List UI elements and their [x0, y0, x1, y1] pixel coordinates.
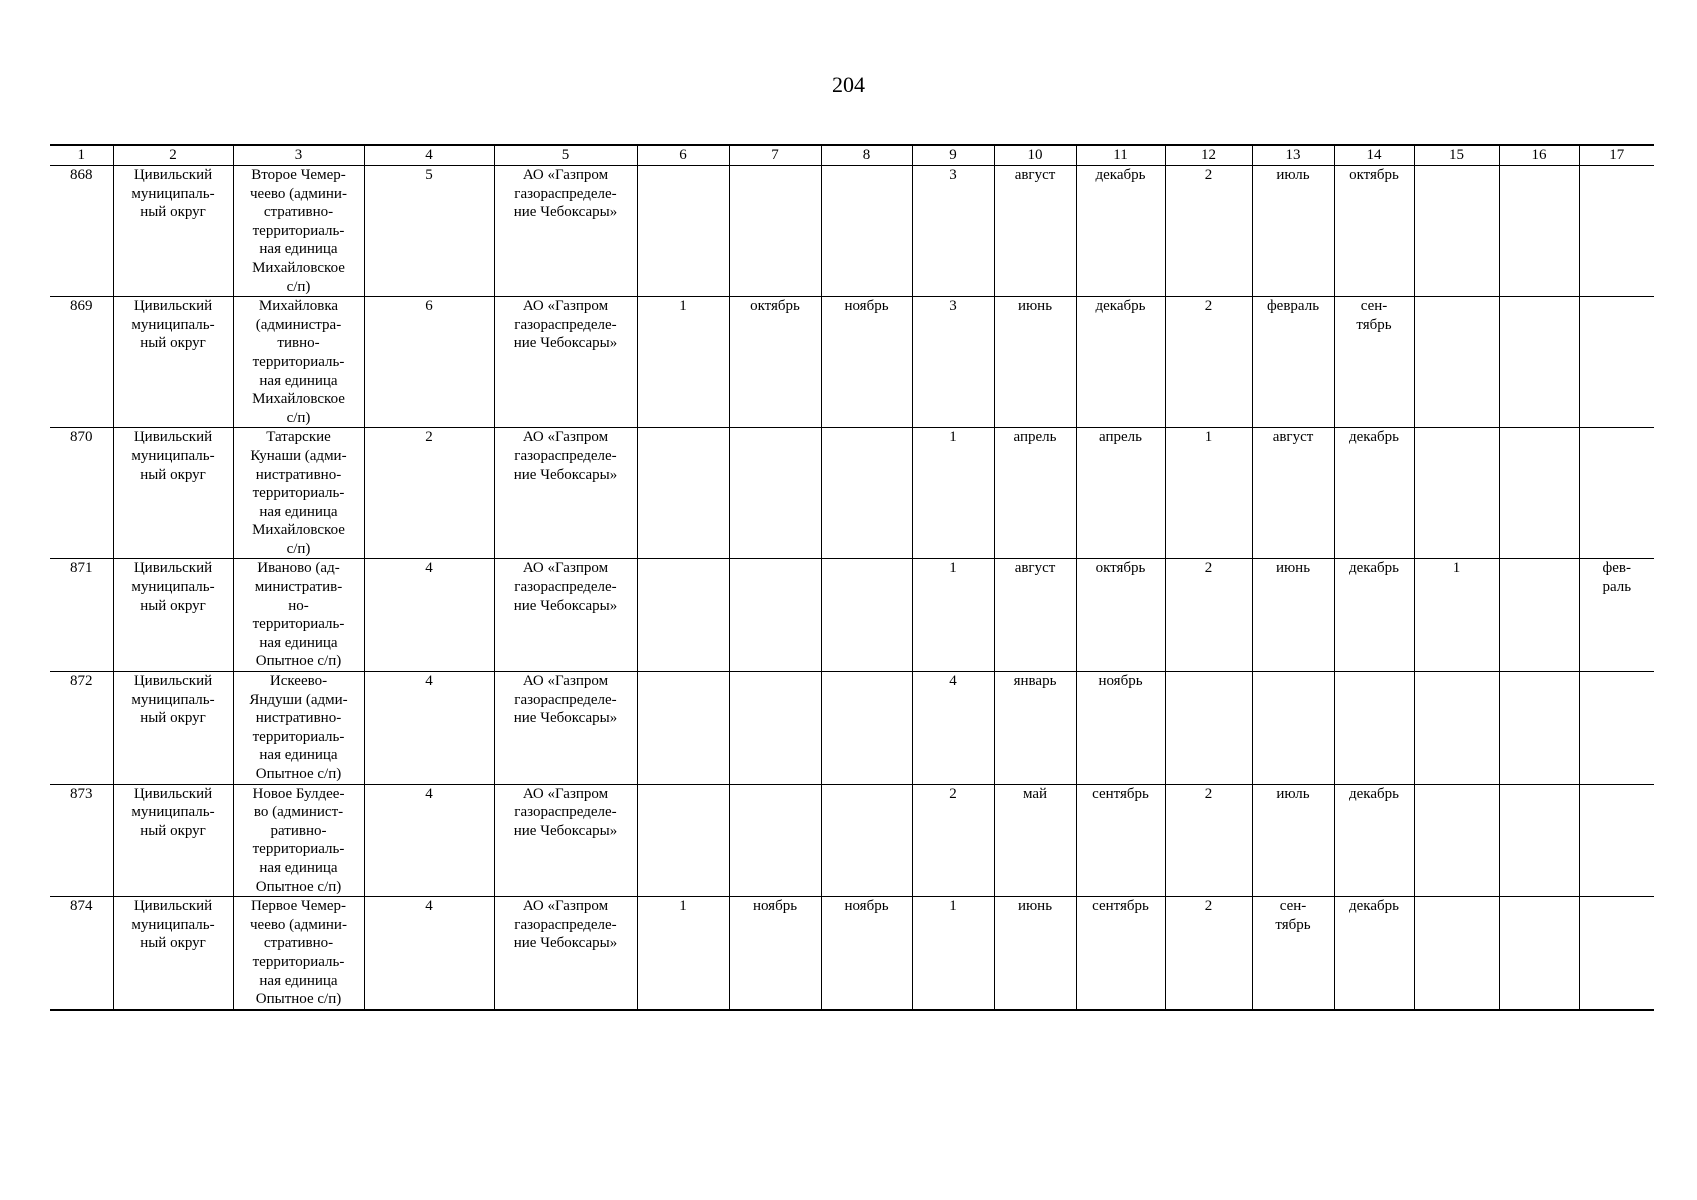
- cell-col-8: [821, 428, 912, 559]
- table-row: [50, 428, 1654, 559]
- cell-col-9: 1: [912, 559, 994, 672]
- cell-col-4: 4: [364, 559, 494, 672]
- cell-col-4: 4: [364, 672, 494, 785]
- cell-col-17: [1579, 672, 1654, 785]
- cell-col-5: АО «Газпром газораспределе- ние Чебоксары»: [494, 166, 637, 297]
- cell-col-3: Первое Чемер- чеево (админи- стративно- территориаль- ная единица Опытное с/п): [233, 897, 364, 1010]
- cell-col-7: [729, 559, 821, 672]
- column-header-17: 17: [1579, 145, 1654, 166]
- cell-col-14: декабрь: [1334, 897, 1414, 1010]
- cell-col-6: 1: [637, 297, 729, 428]
- cell-col-13: июнь: [1252, 559, 1334, 672]
- column-header-8: 8: [821, 145, 912, 166]
- cell-col-9: 2: [912, 784, 994, 897]
- cell-col-9: 1: [912, 897, 994, 1010]
- table-header: [50, 145, 1654, 166]
- cell-col-16: [1499, 297, 1579, 428]
- cell-col-14: декабрь: [1334, 784, 1414, 897]
- cell-col-1: 872: [50, 672, 113, 785]
- cell-col-11: декабрь: [1076, 166, 1165, 297]
- cell-col-2: Цивильский муниципаль- ный округ: [113, 672, 233, 785]
- cell-col-2: Цивильский муниципаль- ный округ: [113, 166, 233, 297]
- cell-col-6: [637, 166, 729, 297]
- cell-col-10: май: [994, 784, 1076, 897]
- cell-col-12: 1: [1165, 428, 1252, 559]
- cell-col-14: сен- тябрь: [1334, 297, 1414, 428]
- cell-col-16: [1499, 166, 1579, 297]
- cell-col-4: 2: [364, 428, 494, 559]
- table-row: [50, 559, 1654, 672]
- cell-col-3: Новое Булдее- во (админист- ративно- территориаль- ная единица Опытное с/п): [233, 784, 364, 897]
- data-table: [50, 144, 1654, 1011]
- cell-col-2: Цивильский муниципаль- ный округ: [113, 784, 233, 897]
- column-header-13: 13: [1252, 145, 1334, 166]
- cell-col-11: декабрь: [1076, 297, 1165, 428]
- cell-col-17: [1579, 897, 1654, 1010]
- cell-col-16: [1499, 784, 1579, 897]
- cell-col-11: сентябрь: [1076, 897, 1165, 1010]
- cell-col-5: АО «Газпром газораспределе- ние Чебоксары»: [494, 428, 637, 559]
- table-row: [50, 297, 1654, 428]
- cell-col-6: [637, 672, 729, 785]
- cell-col-13: сен- тябрь: [1252, 897, 1334, 1010]
- cell-col-8: [821, 559, 912, 672]
- cell-col-4: 4: [364, 897, 494, 1010]
- table-row: [50, 897, 1654, 1010]
- cell-col-15: [1414, 428, 1499, 559]
- cell-col-9: 3: [912, 166, 994, 297]
- cell-col-4: 5: [364, 166, 494, 297]
- column-header-4: 4: [364, 145, 494, 166]
- cell-col-17: [1579, 784, 1654, 897]
- cell-col-14: декабрь: [1334, 559, 1414, 672]
- cell-col-12: 2: [1165, 166, 1252, 297]
- cell-col-17: фев- раль: [1579, 559, 1654, 672]
- cell-col-12: 2: [1165, 784, 1252, 897]
- column-header-10: 10: [994, 145, 1076, 166]
- cell-col-2: Цивильский муниципаль- ный округ: [113, 297, 233, 428]
- cell-col-3: Иваново (ад- министратив- но- территориаль- ная единица Опытное с/п): [233, 559, 364, 672]
- cell-col-12: 2: [1165, 559, 1252, 672]
- table-row: [50, 166, 1654, 297]
- column-header-1: 1: [50, 145, 113, 166]
- table-row: [50, 672, 1654, 785]
- cell-col-16: [1499, 897, 1579, 1010]
- cell-col-7: ноябрь: [729, 897, 821, 1010]
- table-body: [50, 166, 1654, 1010]
- cell-col-9: 4: [912, 672, 994, 785]
- cell-col-1: 868: [50, 166, 113, 297]
- cell-col-5: АО «Газпром газораспределе- ние Чебоксары»: [494, 297, 637, 428]
- cell-col-13: июль: [1252, 166, 1334, 297]
- cell-col-7: [729, 672, 821, 785]
- cell-col-12: 2: [1165, 297, 1252, 428]
- cell-col-1: 873: [50, 784, 113, 897]
- cell-col-15: [1414, 897, 1499, 1010]
- cell-col-4: 6: [364, 297, 494, 428]
- cell-col-9: 3: [912, 297, 994, 428]
- cell-col-10: август: [994, 559, 1076, 672]
- column-header-16: 16: [1499, 145, 1579, 166]
- cell-col-12: [1165, 672, 1252, 785]
- cell-col-3: Искеево- Яндуши (адми- нистративно- территориаль- ная единица Опытное с/п): [233, 672, 364, 785]
- cell-col-13: август: [1252, 428, 1334, 559]
- cell-col-3: Второе Чемер- чеево (админи- стративно- территориаль- ная единица Михайловское с/п): [233, 166, 364, 297]
- cell-col-7: [729, 428, 821, 559]
- table-row: [50, 784, 1654, 897]
- cell-col-3: Михайловка (администра- тивно- территориаль- ная единица Михайловское с/п): [233, 297, 364, 428]
- column-header-3: 3: [233, 145, 364, 166]
- cell-col-7: [729, 784, 821, 897]
- cell-col-11: ноябрь: [1076, 672, 1165, 785]
- cell-col-6: 1: [637, 897, 729, 1010]
- cell-col-17: [1579, 166, 1654, 297]
- cell-col-15: 1: [1414, 559, 1499, 672]
- cell-col-3: Татарские Кунаши (адми- нистративно- территориаль- ная единица Михайловское с/п): [233, 428, 364, 559]
- column-header-7: 7: [729, 145, 821, 166]
- cell-col-4: 4: [364, 784, 494, 897]
- cell-col-5: АО «Газпром газораспределе- ние Чебоксары»: [494, 784, 637, 897]
- column-header-11: 11: [1076, 145, 1165, 166]
- cell-col-16: [1499, 672, 1579, 785]
- cell-col-16: [1499, 559, 1579, 672]
- cell-col-10: август: [994, 166, 1076, 297]
- cell-col-11: сентябрь: [1076, 784, 1165, 897]
- cell-col-8: [821, 784, 912, 897]
- column-header-9: 9: [912, 145, 994, 166]
- cell-col-5: АО «Газпром газораспределе- ние Чебоксары»: [494, 897, 637, 1010]
- cell-col-11: апрель: [1076, 428, 1165, 559]
- cell-col-17: [1579, 297, 1654, 428]
- cell-col-1: 871: [50, 559, 113, 672]
- cell-col-15: [1414, 166, 1499, 297]
- cell-col-1: 874: [50, 897, 113, 1010]
- cell-col-10: июнь: [994, 297, 1076, 428]
- cell-col-2: Цивильский муниципаль- ный округ: [113, 897, 233, 1010]
- column-header-5: 5: [494, 145, 637, 166]
- cell-col-13: [1252, 672, 1334, 785]
- cell-col-6: [637, 784, 729, 897]
- cell-col-11: октябрь: [1076, 559, 1165, 672]
- column-number-row: [50, 145, 1654, 166]
- page-number: 204: [832, 72, 865, 97]
- cell-col-8: [821, 166, 912, 297]
- column-header-15: 15: [1414, 145, 1499, 166]
- cell-col-13: февраль: [1252, 297, 1334, 428]
- column-header-2: 2: [113, 145, 233, 166]
- cell-col-14: октябрь: [1334, 166, 1414, 297]
- cell-col-8: [821, 672, 912, 785]
- cell-col-16: [1499, 428, 1579, 559]
- column-header-12: 12: [1165, 145, 1252, 166]
- cell-col-15: [1414, 672, 1499, 785]
- cell-col-6: [637, 559, 729, 672]
- cell-col-13: июль: [1252, 784, 1334, 897]
- cell-col-14: декабрь: [1334, 428, 1414, 559]
- cell-col-2: Цивильский муниципаль- ный округ: [113, 428, 233, 559]
- cell-col-17: [1579, 428, 1654, 559]
- cell-col-6: [637, 428, 729, 559]
- cell-col-10: апрель: [994, 428, 1076, 559]
- cell-col-15: [1414, 297, 1499, 428]
- cell-col-1: 869: [50, 297, 113, 428]
- cell-col-1: 870: [50, 428, 113, 559]
- column-header-6: 6: [637, 145, 729, 166]
- cell-col-9: 1: [912, 428, 994, 559]
- cell-col-15: [1414, 784, 1499, 897]
- cell-col-7: октябрь: [729, 297, 821, 428]
- cell-col-5: АО «Газпром газораспределе- ние Чебоксары»: [494, 672, 637, 785]
- cell-col-5: АО «Газпром газораспределе- ние Чебоксары»: [494, 559, 637, 672]
- cell-col-10: январь: [994, 672, 1076, 785]
- cell-col-8: ноябрь: [821, 297, 912, 428]
- cell-col-10: июнь: [994, 897, 1076, 1010]
- cell-col-8: ноябрь: [821, 897, 912, 1010]
- cell-col-14: [1334, 672, 1414, 785]
- column-header-14: 14: [1334, 145, 1414, 166]
- cell-col-7: [729, 166, 821, 297]
- cell-col-12: 2: [1165, 897, 1252, 1010]
- cell-col-2: Цивильский муниципаль- ный округ: [113, 559, 233, 672]
